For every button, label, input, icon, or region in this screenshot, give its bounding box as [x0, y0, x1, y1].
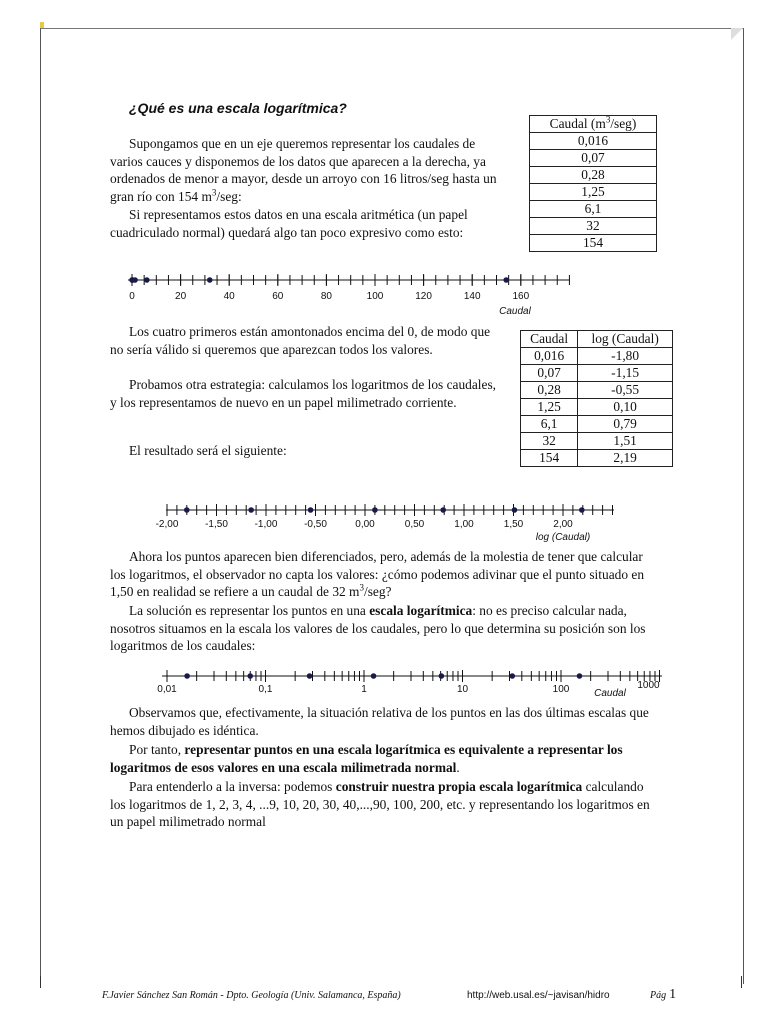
- data-point: [372, 507, 378, 513]
- tick-label: 1000: [637, 680, 660, 691]
- table-row: 0,28 -0,55: [521, 382, 673, 399]
- paragraph-6: Ahora los puntos aparecen bien diferenciados, pero, además de la molestia de tener que calcular los logaritmos, el observador no capta los valores: ¿cómo podemos adivinar que el punto situado en 1,50 en realidad se refiere a un caudal de 32 $m^3$/seg?: [110, 549, 645, 599]
- tick-label: 120: [415, 291, 432, 302]
- caudal-table: [529, 115, 657, 252]
- tick-label: 0,00: [355, 519, 375, 530]
- data-point: [184, 673, 190, 679]
- table-row: 32: [530, 218, 657, 235]
- log-table-header-caudal: Caudal: [521, 331, 578, 348]
- tick-label: -1,00: [254, 519, 278, 530]
- tick-label: 40: [223, 291, 235, 302]
- table-row: 6,1 0,79: [521, 416, 673, 433]
- tick-label: -0,50: [304, 519, 327, 530]
- tick-label: 0,50: [404, 519, 425, 530]
- axis-label: log (Caudal): [535, 532, 591, 543]
- page-corner-fold: [731, 28, 743, 40]
- paragraph-4: Probamos otra estrategia: calculamos los logaritmos de los caudales, y los representamos de nuevo en un papel milimetrado corriente.: [110, 377, 497, 410]
- tick-label: 60: [272, 291, 284, 302]
- table-row: 0,28: [530, 167, 657, 184]
- tick-label: 1: [361, 684, 367, 695]
- data-point: [248, 507, 254, 513]
- axis-label: Caudal: [594, 688, 626, 699]
- tick-label: 80: [320, 291, 332, 302]
- tick-label: 20: [175, 291, 187, 302]
- table-row: 0,016 -1,80: [521, 348, 673, 365]
- data-point: [509, 673, 515, 679]
- data-point: [184, 507, 190, 513]
- data-point: [132, 277, 138, 283]
- tick-label: 140: [463, 291, 481, 302]
- tick-label: 1,00: [454, 519, 474, 530]
- table-row: 32 1,51: [521, 433, 673, 450]
- paragraph-8: Observamos que, efectivamente, la situación relativa de los puntos en las dos últimas escalas que hemos dibujado es idéntica.: [110, 705, 649, 738]
- tick-label: 10: [456, 684, 469, 695]
- data-point: [207, 277, 213, 283]
- paragraph-5: El resultado será el siguiente:: [129, 443, 287, 458]
- table-row: 0,016: [530, 133, 657, 150]
- data-point: [440, 507, 446, 513]
- table-row: 6,1: [530, 201, 657, 218]
- tick-label: -1,50: [205, 519, 228, 530]
- data-point: [371, 673, 377, 679]
- tick-label: -2,00: [155, 519, 179, 530]
- data-point: [503, 277, 509, 283]
- data-point: [307, 673, 313, 679]
- table-row: 1,25 0,10: [521, 399, 673, 416]
- table-row: 154 2,19: [521, 450, 673, 467]
- tick-label: 100: [366, 291, 384, 302]
- footer-page: Pág 1: [650, 987, 677, 1002]
- data-point: [579, 507, 585, 513]
- paragraph-2: Si representamos estos datos en una escala aritmética (un papel cuadriculado normal) quedará algo tan poco expresivo como esto:: [110, 207, 468, 240]
- log-table: [520, 330, 673, 467]
- log-values-chart: [0, 500, 768, 548]
- log-table-header-log: log (Caudal): [578, 331, 673, 348]
- table-row: 0,07 -1,15: [521, 365, 673, 382]
- data-point: [308, 507, 314, 513]
- page-title: ¿Qué es una escala logarítmica?: [129, 100, 347, 116]
- tick-label: 1,50: [503, 519, 524, 530]
- table-row: 0,07: [530, 150, 657, 167]
- arithmetic-scale-chart: [0, 268, 768, 320]
- paragraph-7: La solución es representar los puntos en una escala logarítmica: no es preciso calcular nada, nosotros situamos en la escala los valores de los caudales, pero lo que determina su posición son los logaritmos de los caudales:: [110, 603, 646, 653]
- data-point: [577, 673, 583, 679]
- caudal-table-header: Caudal $(m^3/seg)$: [530, 116, 657, 133]
- data-point: [247, 673, 253, 679]
- paragraph-1: Supongamos que en un eje queremos representar los caudales de varios cauces y disponemos de los datos que aparecen a la derecha, ya ordenados de menor a mayor, desde un arroyo con 16 litros/seg hasta un gran río con 154 $m^3$/seg:: [110, 136, 497, 204]
- paragraph-10: Para entenderlo a la inversa: podemos construir nuestra propia escala logarítmica calculando los logaritmos de 1, 2, 3, 4, ...9, 10, 20, 30, 40,...,90, 100, 200, etc. y representando los logaritmos en un papel milimetrado normal: [110, 779, 650, 829]
- table-row: 1,25: [530, 184, 657, 201]
- footer-author: F.Javier Sánchez San Román - Dpto. Geología (Univ. Salamanca, España): [102, 990, 401, 1001]
- paragraph-3: Los cuatro primeros están amontonados encima del 0, de modo que no sería válido si queremos que aparezcan todos los valores.: [110, 324, 491, 357]
- tick-label: 0,1: [258, 684, 273, 695]
- tick-label: 2,00: [553, 519, 573, 530]
- tick-label: 100: [552, 684, 570, 695]
- paragraph-9: Por tanto, representar puntos en una escala logarítmica es equivalente a representar los logaritmos de esos valores en una escala milimetrada normal.: [110, 742, 623, 775]
- data-point: [144, 277, 150, 283]
- frame-bottom-right-tick: [741, 976, 742, 988]
- data-point: [512, 507, 518, 513]
- axis-label: Caudal: [499, 306, 531, 317]
- table-row: 154: [530, 235, 657, 252]
- footer-url[interactable]: http://web.usal.es/~javisan/hidro: [467, 990, 610, 1001]
- data-point: [439, 673, 445, 679]
- tick-label: 0: [129, 291, 135, 302]
- tick-label: 160: [512, 291, 530, 302]
- frame-bottom-left-tick: [40, 976, 41, 988]
- logarithmic-scale-chart: [0, 666, 768, 702]
- tick-label: 0,01: [157, 684, 177, 695]
